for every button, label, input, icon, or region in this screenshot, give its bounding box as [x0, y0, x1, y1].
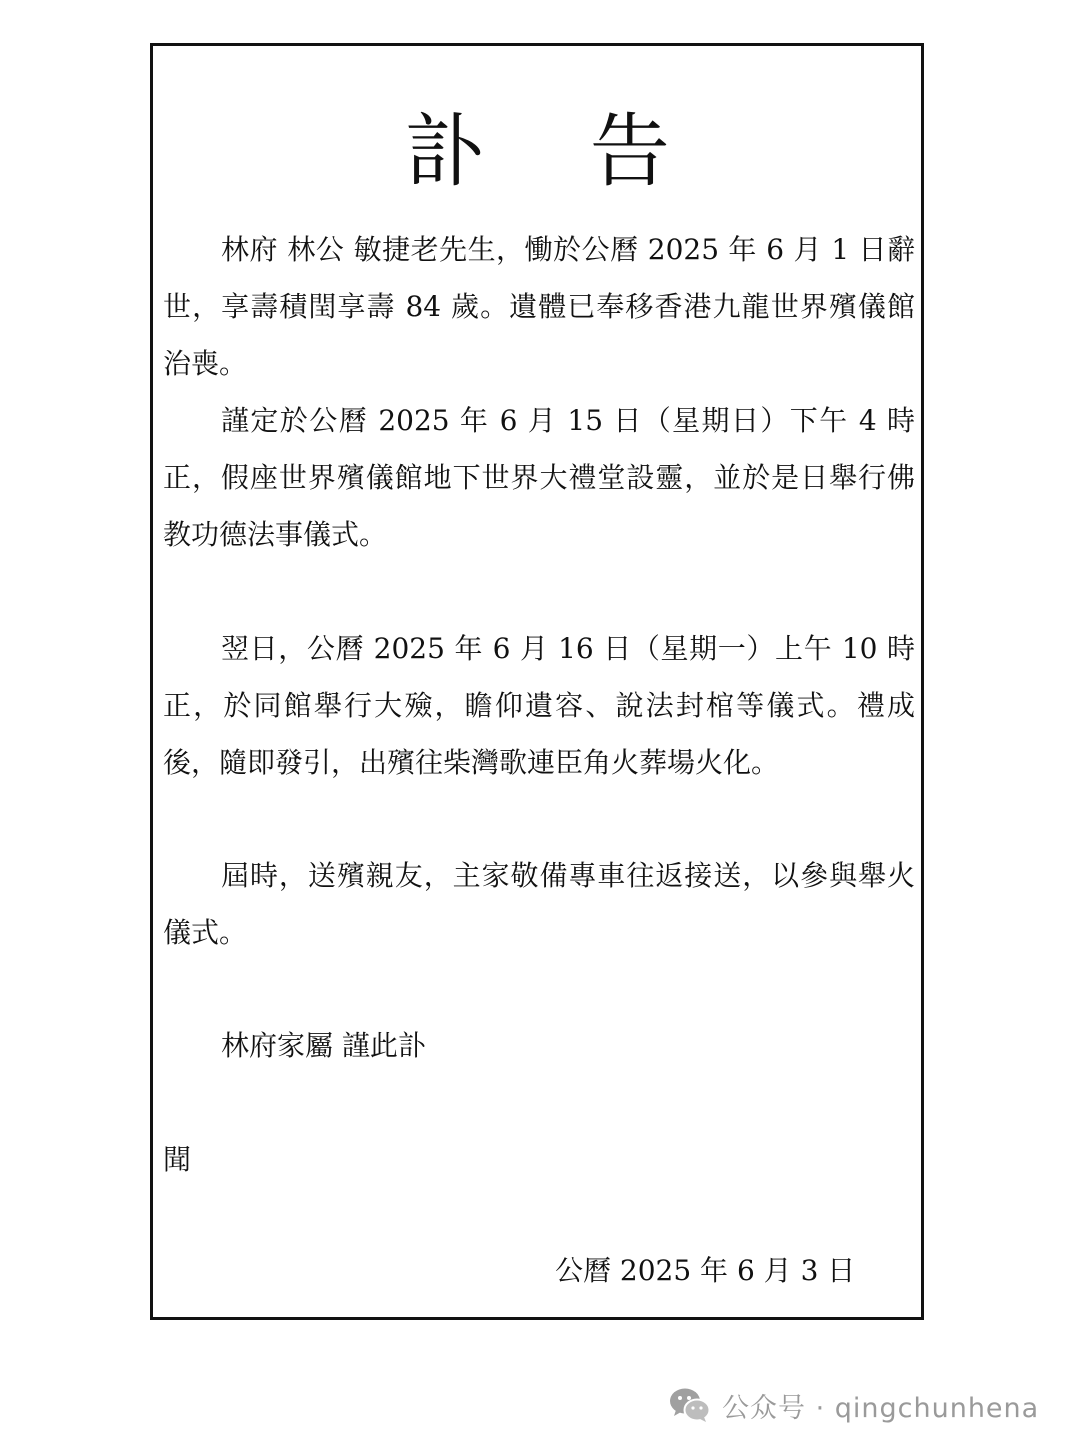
- notice-title: 訃 告: [404, 105, 710, 198]
- notice-paragraph: 林府 林公 敏捷老先生，慟於公曆 2025 年 6 月 1 日辭世，享壽積閏享壽 84 歲。遺體已奉移香港九龍世界殯儀館治喪。: [163, 233, 915, 380]
- notice-paragraph: 翌日，公曆 2025 年 6 月 16 日（星期一）上午 10 時正，於同館舉行大殮，瞻仰遺容、說法封棺等儀式。禮成後，隨即發引，出殯往柴灣歌連臣角火葬場火化。: [163, 632, 915, 779]
- heard-closing: 聞: [163, 1143, 192, 1176]
- notice-paragraph: 屆時，送殯親友，主家敬備專車往返接送，以參與舉火儀式。: [163, 859, 915, 949]
- wechat-icon: [668, 1385, 712, 1425]
- family-signature: 林府家屬 謹此訃: [221, 1029, 426, 1062]
- watermark: [668, 1380, 1039, 1430]
- watermark-text: 公众号 · qingchunhena: [722, 1392, 1040, 1424]
- obituary-notice-frame: [150, 43, 924, 1320]
- notice-paragraph: 謹定於公曆 2025 年 6 月 15 日（星期日）下午 4 時正，假座世界殯儀館地下世界大禮堂設靈，並於是日舉行佛教功德法事儀式。: [163, 404, 915, 551]
- notice-date: 公曆 2025 年 6 月 3 日: [555, 1254, 856, 1287]
